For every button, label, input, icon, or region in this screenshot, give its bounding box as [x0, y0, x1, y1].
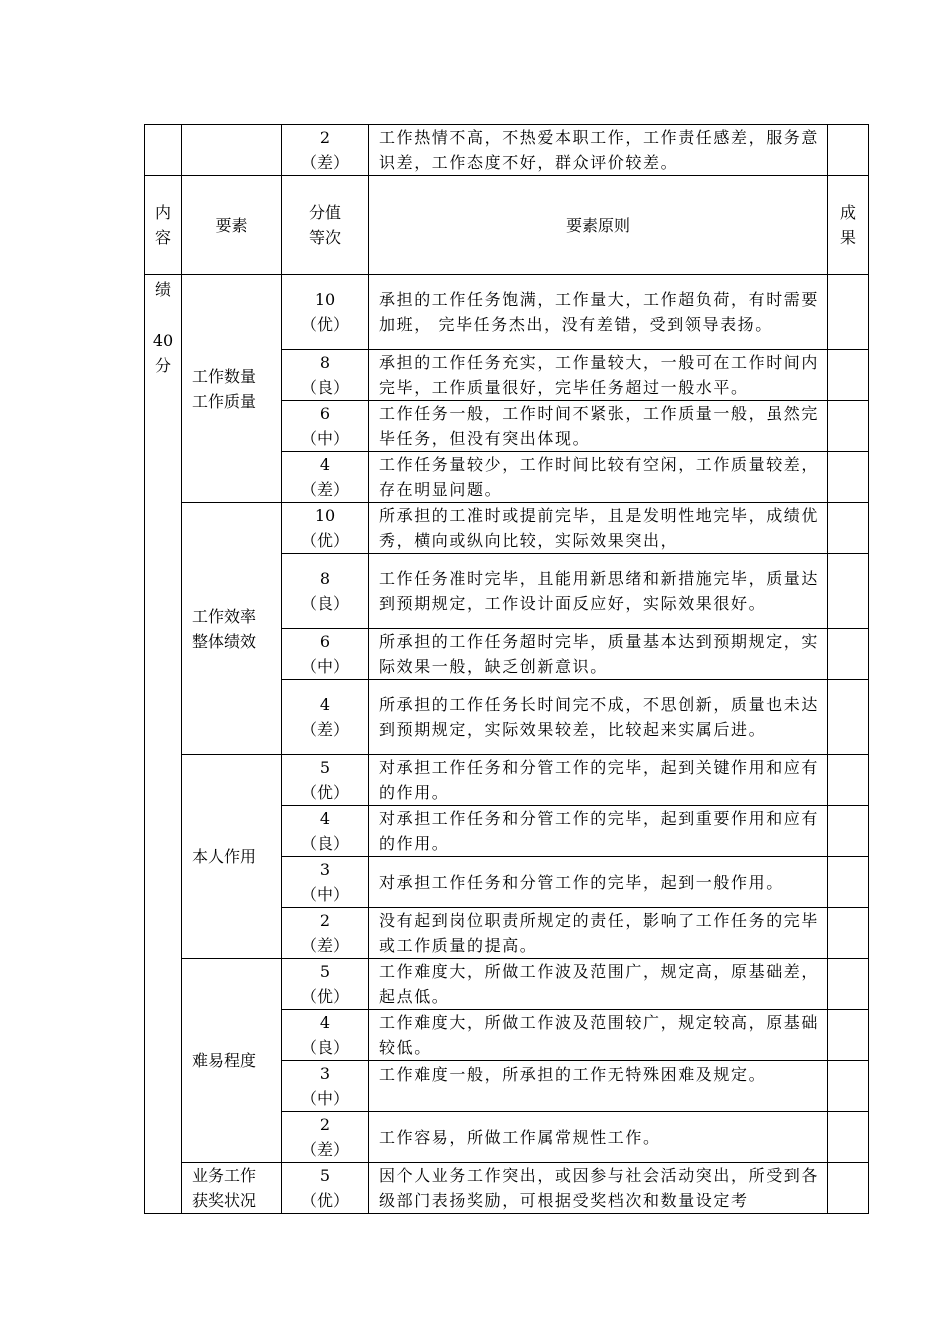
grade-value: （差） — [300, 153, 349, 172]
factor-label: 业务工作 获奖状况 — [182, 1163, 282, 1214]
principle-cell: 承担的工作任务充实，工作量较大，一般可在工作时间内完毕，工作质量很好，完毕任务超过一般水平。 — [369, 350, 828, 401]
score-cell: 6 （中） — [282, 629, 369, 680]
score-cell: 10 （优） — [282, 503, 369, 554]
score-cell: 5 （优） — [282, 1163, 369, 1214]
result-cell — [828, 680, 869, 755]
result-cell — [828, 806, 869, 857]
principle-cell: 所承担的工准时或提前完毕，且是发明性地完毕，成绩优秀，横向或纵向比较，实际效果突出， — [369, 503, 828, 554]
score-value: 2 — [319, 128, 331, 147]
table-header-row — [145, 176, 869, 275]
principle-cell: 所承担的工作任务长时间完不成，不思创新，质量也未达到预期规定，实际效果较差，比较起来实属后进。 — [369, 680, 828, 755]
principle-cell: 承担的工作任务饱满，工作量大，工作超负荷，有时需要加班， 完毕任务杰出，没有差错，受到领导表扬。 — [369, 275, 828, 350]
score-cell: 4 （差） — [282, 680, 369, 755]
score-cell: 6 （中） — [282, 401, 369, 452]
score-cell: 4 （良） — [282, 1010, 369, 1061]
table-row — [145, 275, 869, 350]
principle-cell: 工作任务一般，工作时间不紧张，工作质量一般，虽然完毕任务，但没有突出体现。 — [369, 401, 828, 452]
result-cell — [828, 629, 869, 680]
principle-cell: 工作任务准时完毕，且能用新思绪和新措施完毕，质量达到预期规定，工作设计面反应好，实际效果很好。 — [369, 554, 828, 629]
principle-cell: 工作难度大，所做工作波及范围广，规定高，原基础差，起点低。 — [369, 959, 828, 1010]
factor-cell — [182, 125, 282, 176]
score-cell — [282, 125, 369, 176]
result-cell — [828, 125, 869, 176]
table-row — [145, 755, 869, 806]
table-row — [145, 959, 869, 1010]
score-cell: 2 （差） — [282, 1112, 369, 1163]
result-cell — [828, 959, 869, 1010]
result-cell — [828, 857, 869, 908]
principle-cell: 因个人业务工作突出，或因参与社会活动突出，所受到各级部门表扬奖励，可根据受奖档次和数量设定考 — [369, 1163, 828, 1214]
score-cell: 4 （良） — [282, 806, 369, 857]
principle-cell: 没有起到岗位职责所规定的责任，影响了工作任务的完毕或工作质量的提高。 — [369, 908, 828, 959]
factor-label: 难易程度 — [182, 959, 282, 1163]
score-cell: 3 （中） — [282, 1061, 369, 1112]
header-score-grade: 分值 等次 — [282, 176, 369, 275]
result-cell — [828, 350, 869, 401]
principle-cell: 工作难度大，所做工作波及范围较广，规定较高，原基础较低。 — [369, 1010, 828, 1061]
factor-label: 工作数量 工作质量 — [182, 275, 282, 503]
result-cell — [828, 1010, 869, 1061]
table-row — [145, 503, 869, 554]
score-cell: 8 （良） — [282, 350, 369, 401]
principle-cell: 工作容易，所做工作属常规性工作。 — [369, 1112, 828, 1163]
result-cell — [828, 503, 869, 554]
table-row — [145, 125, 869, 176]
evaluation-table — [144, 124, 869, 1214]
content-cell — [145, 125, 182, 176]
result-cell — [828, 554, 869, 629]
score-cell: 10 （优） — [282, 275, 369, 350]
factor-label: 本人作用 — [182, 755, 282, 959]
result-cell — [828, 275, 869, 350]
score-cell: 4 （差） — [282, 452, 369, 503]
score-cell: 5 （优） — [282, 755, 369, 806]
result-cell — [828, 755, 869, 806]
header-content: 内容 — [145, 176, 182, 275]
result-cell — [828, 452, 869, 503]
result-cell — [828, 1163, 869, 1214]
header-result: 成果 — [828, 176, 869, 275]
result-cell — [828, 1112, 869, 1163]
principle-cell: 工作难度一般，所承担的工作无特殊困难及规定。 — [369, 1061, 828, 1112]
principle-cell: 对承担工作任务和分管工作的完毕，起到关键作用和应有的作用。 — [369, 755, 828, 806]
factor-label: 工作效率 整体绩效 — [182, 503, 282, 755]
header-principle: 要素原则 — [369, 176, 828, 275]
section-label: 绩 40 分 — [145, 275, 182, 1214]
result-cell — [828, 401, 869, 452]
principle-cell: 工作任务量较少，工作时间比较有空闲，工作质量较差，存在明显问题。 — [369, 452, 828, 503]
result-cell — [828, 1061, 869, 1112]
header-factor: 要素 — [182, 176, 282, 275]
score-cell: 8 （良） — [282, 554, 369, 629]
principle-cell: 所承担的工作任务超时完毕，质量基本达到预期规定，实际效果一般，缺乏创新意识。 — [369, 629, 828, 680]
principle-cell: 工作热情不高，不热爱本职工作，工作责任感差，服务意识差，工作态度不好，群众评价较差。 — [369, 125, 828, 176]
score-cell: 5 （优） — [282, 959, 369, 1010]
principle-cell: 对承担工作任务和分管工作的完毕，起到一般作用。 — [369, 857, 828, 908]
principle-cell: 对承担工作任务和分管工作的完毕，起到重要作用和应有的作用。 — [369, 806, 828, 857]
score-cell: 3 （中） — [282, 857, 369, 908]
score-cell: 2 （差） — [282, 908, 369, 959]
result-cell — [828, 908, 869, 959]
table-row — [145, 1163, 869, 1214]
